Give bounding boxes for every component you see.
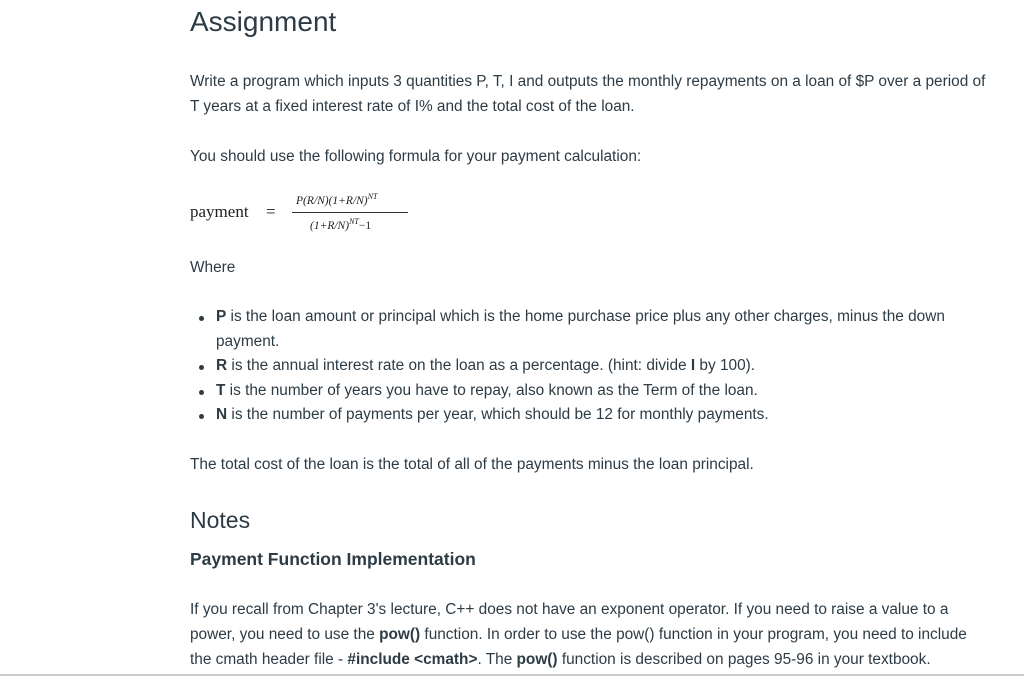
notes-heading: Notes	[190, 507, 251, 533]
bullet-dot	[199, 390, 204, 395]
paragraph-line-3: the cmath header file - #include <cmath>. The pow() function is described on pages 95-96 in your textbook.	[190, 651, 931, 668]
bullet-dot	[199, 414, 204, 419]
formula-intro: You should use the following formula for your payment calculation:	[190, 148, 642, 165]
section-subheading: Payment Function Implementation	[190, 549, 476, 569]
formula-equals: =	[266, 202, 276, 221]
bullet-dot	[199, 316, 204, 321]
where-label: Where	[190, 259, 236, 276]
paragraph-line-2: power, you need to use the pow() function. In order to use the pow() function in your program, you need to include	[190, 626, 967, 643]
formula-lhs: payment	[190, 202, 249, 221]
bullet-dot	[199, 365, 204, 370]
formula-denominator: $(1+R/N)^{NT}-1$	[310, 217, 372, 232]
formula-numerator: $P(R/N)(1+R/N)^{NT}$	[296, 192, 378, 207]
list-item: N is the number of payments per year, which should be 12 for monthly payments.	[216, 406, 769, 423]
list-item: R is the annual interest rate on the loan as a percentage. (hint: divide I by 100).	[216, 357, 756, 374]
paragraph-line-1: If you recall from Chapter 3's lecture, C++ does not have an exponent operator. If you need to raise a value to a	[190, 601, 949, 618]
total-cost-text: The total cost of the loan is the total of all of the payments minus the loan principal.	[190, 456, 754, 473]
list-item: P is the loan amount or principal which is the home purchase price plus any other charges, minus the down	[216, 308, 945, 325]
page-title: Assignment	[190, 6, 337, 37]
list-item-continuation: payment.	[216, 333, 280, 350]
assignment-content	[190, 0, 1024, 676]
payment-formula	[190, 192, 450, 234]
intro-line-2: T years at a fixed interest rate of I% and the total cost of the loan.	[190, 98, 635, 115]
fraction-bar	[292, 212, 408, 213]
intro-line-1: Write a program which inputs 3 quantities P, T, I and outputs the monthly repayments on a loan of $P over a period of	[190, 73, 986, 90]
list-item: T is the number of years you have to repay, also known as the Term of the loan.	[216, 382, 758, 399]
